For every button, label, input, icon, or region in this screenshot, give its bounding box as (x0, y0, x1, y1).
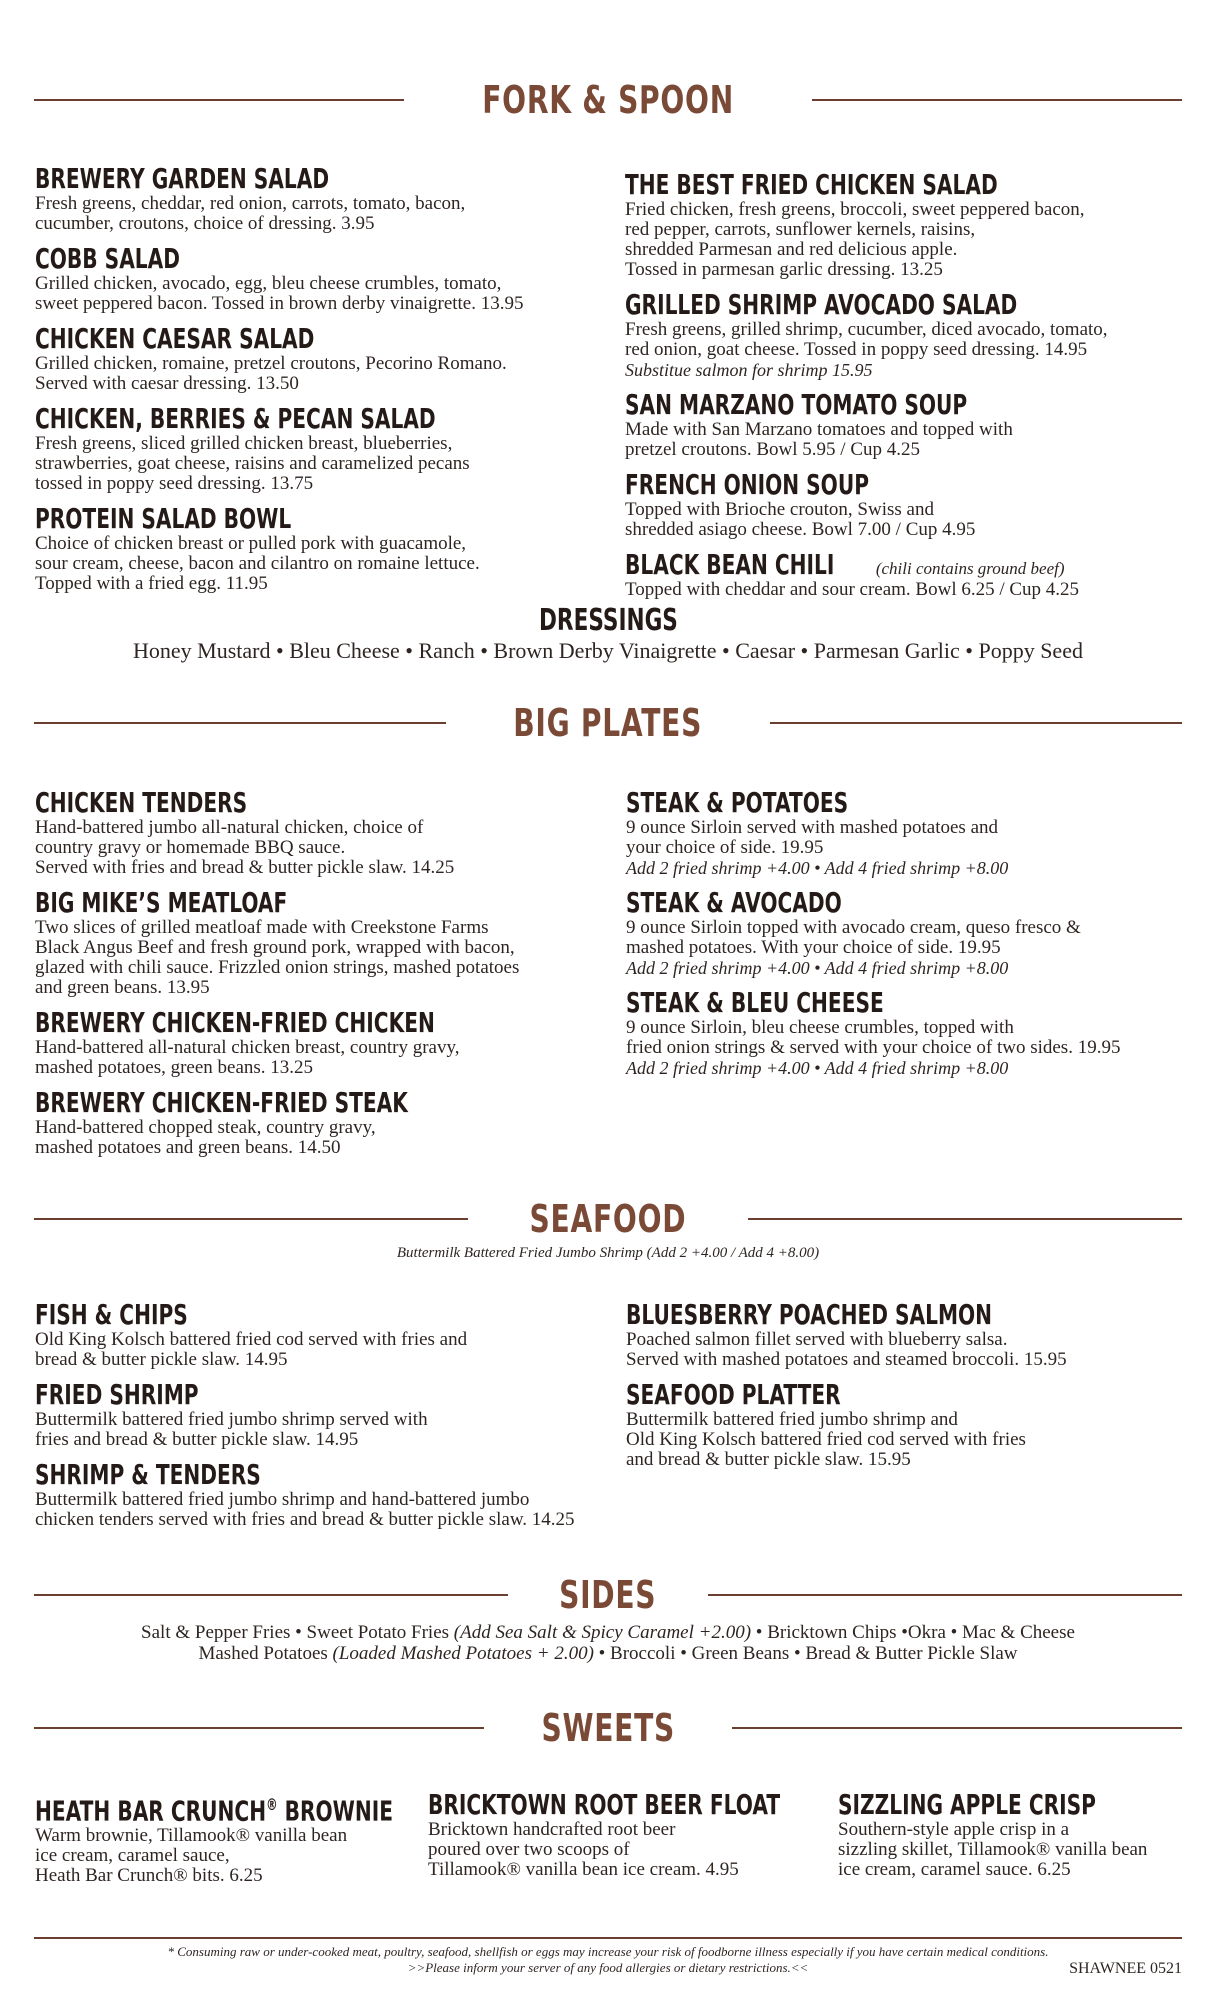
item-description: Grilled chicken, romaine, pretzel croutons, Pecorino Romano. Served with caesar dressing. 13.50 (35, 353, 507, 394)
item-name: SAN MARZANO TOMATO SOUP (625, 388, 968, 421)
item-description: Warm brownie, Tillamook® vanilla bean ice cream, caramel sauce, Heath Bar Crunch® bits. 6.25 (35, 1825, 348, 1887)
item-header (35, 1008, 625, 1038)
menu-code: SHAWNEE 0521 (1069, 1960, 1182, 1977)
item-description: Grilled chicken, avocado, egg, bleu cheese crumbles, tomato, sweet peppered bacon. Tossed in brown derby vinaigrette. 13.95 (35, 273, 524, 314)
item-header (35, 1088, 625, 1118)
section-title: BIG PLATES (513, 701, 703, 745)
section-title: SWEETS (541, 1706, 675, 1750)
item-description: Southern-style apple crisp in a sizzling skillet, Tillamook® vanilla bean ice cream, caramel sauce. 6.25 (838, 1819, 1148, 1880)
item-name: CHICKEN TENDERS (35, 786, 248, 819)
item-description: Fresh greens, sliced grilled chicken breast, blueberries, strawberries, goat cheese, raisins and caramelized pecans tossed in poppy seed dressing. 13.75 (35, 433, 470, 494)
menu-item (35, 888, 625, 998)
item-name: FISH & CHIPS (35, 1298, 188, 1331)
item-name: STEAK & POTATOES (626, 786, 849, 819)
menu-item (625, 390, 1185, 460)
item-header (35, 404, 615, 434)
seafood-note: Buttermilk Battered Fried Jumbo Shrimp (Add 2 +4.00 / Add 4 +8.00) (396, 1245, 820, 1261)
menu-item (35, 1300, 625, 1370)
item-header (626, 788, 1196, 818)
item-description: 9 ounce Sirloin, bleu cheese crumbles, topped with fried onion strings & served with your choice of two sides. 19.95 (626, 1017, 1121, 1058)
item-header (625, 170, 1185, 200)
sides-addon: (Loaded Mashed Potatoes + 2.00) (332, 1643, 594, 1664)
menu-item (625, 290, 1185, 380)
item-description: 9 ounce Sirloin topped with avocado cream, queso fresco & mashed potatoes. With your choice of side. 19.95 (626, 917, 1081, 958)
item-name: BREWERY GARDEN SALAD (35, 162, 330, 195)
item-name: HEATH BAR CRUNCH® BROWNIE (35, 1794, 394, 1828)
header-rule (770, 722, 1182, 724)
sweet-item (35, 1790, 435, 1886)
menu-item (625, 470, 1185, 540)
sides-line-2 (34, 1643, 1182, 1664)
item-addon: Add 2 fried shrimp +4.00 • Add 4 fried shrimp +8.00 (626, 958, 1009, 978)
item-header (35, 504, 615, 534)
item-header (626, 1380, 1196, 1410)
item-header (625, 390, 1185, 420)
item-description: Buttermilk battered fried jumbo shrimp and Old King Kolsch battered fried cod served with fries and bread & butter pickle slaw. 15.95 (626, 1409, 1026, 1470)
header-rule (748, 1218, 1182, 1220)
item-addon: Add 2 fried shrimp +4.00 • Add 4 fried shrimp +8.00 (626, 1058, 1009, 1078)
menu-item (35, 504, 615, 594)
item-name: STEAK & BLEU CHEESE (626, 986, 884, 1019)
menu-item (35, 788, 625, 878)
item-description: Old King Kolsch battered fried cod served with fries and bread & butter pickle slaw. 14.95 (35, 1329, 468, 1370)
big-plates-right-column (626, 788, 1196, 1088)
item-name: BREWERY CHICKEN-FRIED CHICKEN (35, 1006, 435, 1039)
menu-item (35, 1008, 625, 1078)
seafood-left-column (35, 1300, 625, 1540)
sides-line-1 (34, 1622, 1182, 1643)
menu-item (35, 1088, 625, 1158)
section-header-sweets (34, 1698, 1182, 1758)
dressings-title: DRESSINGS (538, 603, 678, 638)
menu-item (35, 164, 615, 234)
item-description: 9 ounce Sirloin served with mashed potatoes and your choice of side. 19.95 (626, 817, 999, 858)
section-header-big-plates (34, 693, 1182, 753)
item-name: FRENCH ONION SOUP (625, 468, 869, 501)
item-description: Made with San Marzano tomatoes and topped with pretzel croutons. Bowl 5.95 / Cup 4.25 (625, 419, 1013, 460)
item-header (625, 290, 1185, 320)
header-rule (732, 1727, 1182, 1729)
item-name: SEAFOOD PLATTER (626, 1378, 841, 1411)
item-name: PROTEIN SALAD BOWL (35, 502, 292, 535)
fork-left-column (35, 164, 615, 604)
item-header (35, 788, 625, 818)
item-header (35, 1380, 625, 1410)
item-description: Buttermilk battered fried jumbo shrimp served with fries and bread & butter pickle slaw. 14.95 (35, 1409, 428, 1450)
sweet-item (428, 1790, 828, 1880)
footer-line-2: >>Please inform your server of any food allergies or dietary restrictions.<< (407, 1960, 809, 1975)
item-name: THE BEST FRIED CHICKEN SALAD (625, 168, 998, 201)
menu-item (35, 1460, 625, 1530)
dressings (34, 603, 1182, 664)
header-rule (708, 1594, 1182, 1596)
sweet-item (838, 1790, 1198, 1880)
item-description: Hand-battered all-natural chicken breast, country gravy, mashed potatoes, green beans. 13.25 (35, 1037, 460, 1078)
item-name: BLUESBERRY POACHED SALMON (626, 1298, 993, 1331)
item-header (626, 888, 1196, 918)
section-title: FORK & SPOON (482, 78, 734, 122)
item-description: Fresh greens, cheddar, red onion, carrots, tomato, bacon, cucumber, croutons, choice of dressing. 3.95 (35, 193, 466, 234)
menu-item (35, 1380, 625, 1450)
footer-line-1: * Consuming raw or under-cooked meat, poultry, seafood, shellfish or eggs may increase your risk of foodborne illness especially if you have certain medical conditions. (167, 1944, 1049, 1959)
header-rule (34, 1218, 468, 1220)
menu-item (35, 244, 615, 314)
header-rule (812, 99, 1182, 101)
item-name: BLACK BEAN CHILI (625, 548, 835, 581)
seafood-right-column (626, 1300, 1196, 1480)
big-plates-left-column (35, 788, 625, 1168)
item-header (625, 550, 1185, 580)
section-header-sides (34, 1565, 1182, 1625)
item-header (35, 324, 615, 354)
header-rule (34, 722, 446, 724)
section-title: SIDES (559, 1573, 657, 1617)
menu-item (625, 550, 1185, 600)
item-description: Topped with Brioche crouton, Swiss and shredded asiago cheese. Bowl 7.00 / Cup 4.95 (625, 499, 976, 540)
item-header (625, 470, 1185, 500)
item-name: CHICKEN, BERRIES & PECAN SALAD (35, 402, 436, 435)
item-name: FRIED SHRIMP (35, 1378, 199, 1411)
item-name: BIG MIKE’S MEATLOAF (35, 886, 288, 919)
fork-right-column (625, 170, 1185, 610)
item-name: BREWERY CHICKEN-FRIED STEAK (35, 1086, 408, 1119)
item-description: Hand-battered chopped steak, country gravy, mashed potatoes and green beans. 14.50 (35, 1117, 376, 1158)
item-description: Fried chicken, fresh greens, broccoli, sweet peppered bacon, red pepper, carrots, sunflower kernels, raisins, shredded Parmesan and red delicious apple. Tossed in parmesan garlic dressing. 13.25 (625, 199, 1085, 280)
sides-text: Mashed Potatoes (198, 1643, 333, 1664)
item-addon: Substitue salmon for shrimp 15.95 (625, 360, 873, 380)
item-header (626, 1300, 1196, 1330)
sides-text: • Broccoli • Green Beans • Bread & Butter Pickle Slaw (593, 1643, 1018, 1664)
section-title: SEAFOOD (529, 1197, 687, 1241)
section-header-seafood (34, 1189, 1182, 1249)
sides-text: Salt & Pepper Fries • Sweet Potato Fries (141, 1622, 454, 1643)
sides-list (34, 1622, 1182, 1664)
item-description: Bricktown handcrafted root beer poured over two scoops of Tillamook® vanilla bean ice cream. 4.95 (428, 1819, 739, 1880)
menu-item (626, 988, 1196, 1078)
menu-item (35, 324, 615, 394)
menu-item (625, 170, 1185, 280)
section-header-fork-spoon (34, 70, 1182, 130)
item-description: Topped with cheddar and sour cream. Bowl 6.25 / Cup 4.25 (625, 579, 1080, 600)
item-description: Hand-battered jumbo all-natural chicken, choice of country gravy or homemade BBQ sauce. Served with fries and bread & butter pickle slaw. 14.25 (35, 817, 455, 878)
header-rule (34, 99, 404, 101)
item-addon: Add 2 fried shrimp +4.00 • Add 4 fried shrimp +8.00 (626, 858, 1009, 878)
item-note: (chili contains ground beef) (875, 559, 1065, 578)
item-name: GRILLED SHRIMP AVOCADO SALAD (625, 288, 1018, 321)
item-header (35, 244, 615, 274)
item-header (35, 1460, 625, 1490)
footer-disclaimer (34, 1944, 1182, 1976)
item-name: BRICKTOWN ROOT BEER FLOAT (428, 1788, 781, 1821)
header-rule (34, 1594, 508, 1596)
item-description: Two slices of grilled meatloaf made with Creekstone Farms Black Angus Beef and fresh ground pork, wrapped with bacon, glazed with chili sauce. Frizzled onion strings, mashed potatoes and green beans. 13.95 (35, 917, 520, 998)
item-description: Poached salmon fillet served with blueberry salsa. Served with mashed potatoes and steamed broccoli. 15.95 (626, 1329, 1067, 1370)
menu-item (626, 1300, 1196, 1370)
header-rule (34, 1727, 484, 1729)
item-header (35, 1300, 625, 1330)
sides-text: • Bricktown Chips •Okra • Mac & Cheese (751, 1622, 1075, 1643)
menu-item (626, 1380, 1196, 1470)
sides-addon: (Add Sea Salt & Spicy Caramel +2.00) (453, 1622, 752, 1643)
menu-item (626, 788, 1196, 878)
item-description: Choice of chicken breast or pulled pork with guacamole, sour cream, cheese, bacon and cilantro on romaine lettuce. Topped with a fried egg. 11.95 (35, 533, 480, 594)
menu-item (35, 404, 615, 494)
item-name: SIZZLING APPLE CRISP (838, 1788, 1096, 1821)
item-name: COBB SALAD (35, 242, 180, 275)
item-header (35, 164, 615, 194)
item-name: SHRIMP & TENDERS (35, 1458, 261, 1491)
item-name: CHICKEN CAESAR SALAD (35, 322, 315, 355)
item-name: STEAK & AVOCADO (626, 886, 842, 919)
footer-rule (34, 1937, 1182, 1939)
item-description: Fresh greens, grilled shrimp, cucumber, diced avocado, tomato, red onion, goat cheese. Tossed in poppy seed dressing. 14.95 (625, 319, 1108, 360)
menu-item (626, 888, 1196, 978)
item-description: Buttermilk battered fried jumbo shrimp and hand-battered jumbo chicken tenders served with fries and bread & butter pickle slaw. 14.25 (35, 1489, 575, 1530)
dressings-list: Honey Mustard • Bleu Cheese • Ranch • Brown Derby Vinaigrette • Caesar • Parmesan Garlic • Poppy Seed (133, 638, 1083, 663)
item-header (35, 888, 625, 918)
item-header (626, 988, 1196, 1018)
